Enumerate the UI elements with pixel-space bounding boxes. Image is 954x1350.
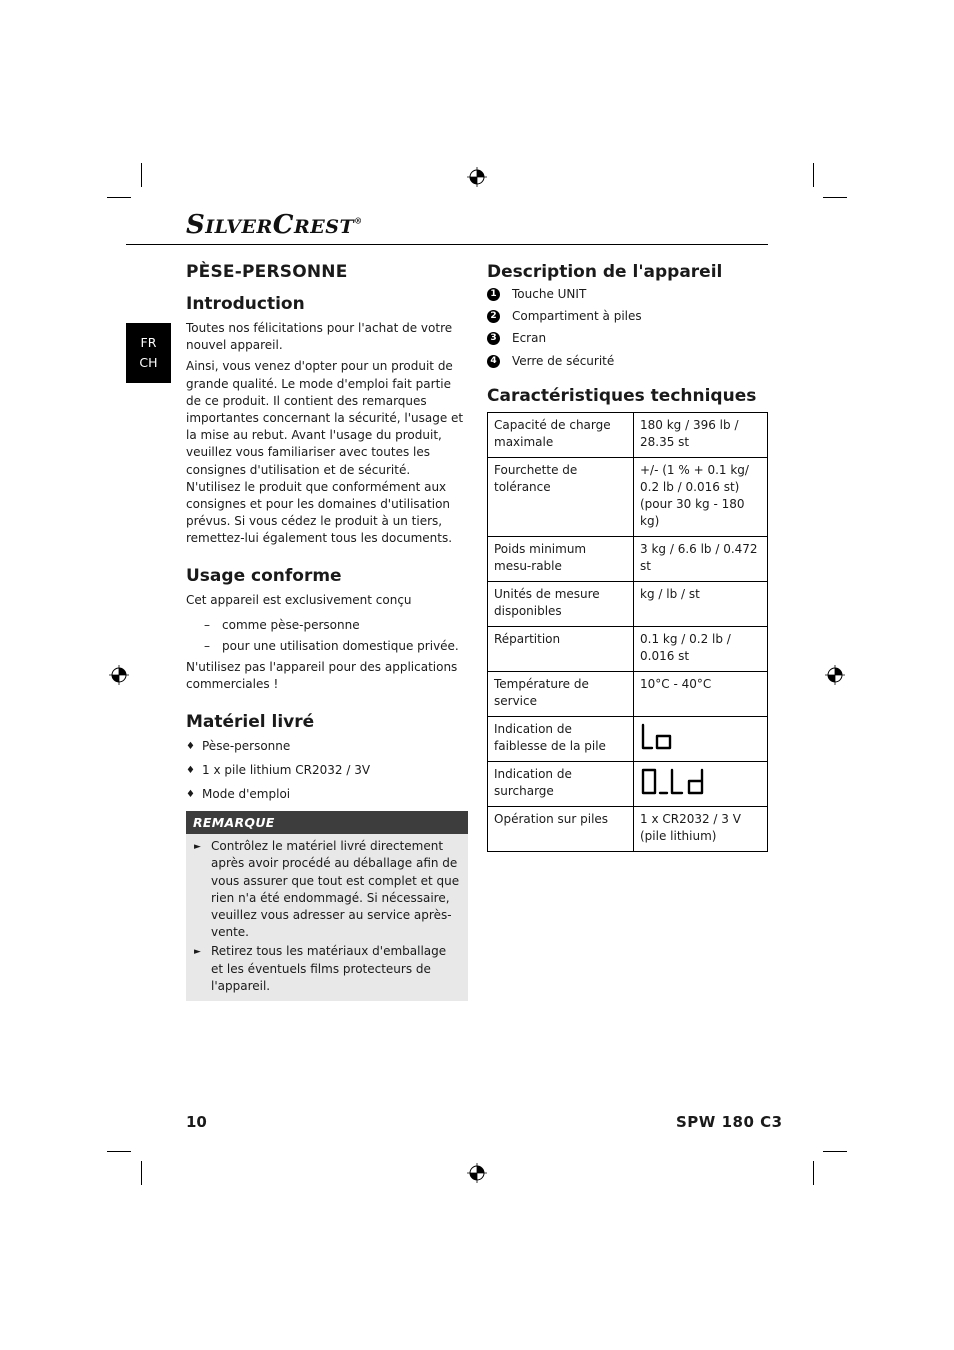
brand-logo: SILVERCREST®	[186, 210, 363, 240]
materiel-heading: Matériel livré	[186, 711, 315, 732]
list-item: ♦ 1 x pile lithium CR2032 / 3V	[186, 762, 468, 779]
left-column	[186, 262, 468, 1001]
introduction-heading: Introduction	[186, 294, 305, 314]
list-item: ♦ Pèse-personne	[186, 738, 468, 755]
note-list	[186, 834, 468, 1001]
list-item: 2 Compartiment à piles	[487, 308, 769, 325]
list-item: – pour une utilisation domestique privée.	[204, 639, 459, 654]
crop-mark	[141, 163, 142, 187]
page-title: PÈSE-PERSONNE	[186, 262, 348, 282]
table-row: Unités de mesure disponibles kg / lb / st	[488, 581, 768, 626]
usage-heading: Usage conforme	[186, 565, 342, 586]
list-item: 3 Ecran	[487, 330, 769, 347]
note-box	[186, 811, 468, 1001]
diamond-bullet-icon: ♦	[186, 740, 195, 752]
page-number: 10	[186, 1113, 207, 1131]
table-row: Poids minimum mesu-rable 3 kg / 6.6 lb / 0.472 st	[488, 536, 768, 581]
registration-mark-icon	[109, 665, 129, 685]
registration-mark-icon	[467, 167, 487, 187]
table-row: Opération sur piles 1 x CR2032 / 3 V (pile lithium)	[488, 806, 768, 851]
number-badge-icon: 1	[487, 288, 500, 301]
table-row: Indication de surcharge	[488, 761, 768, 806]
table-row: Capacité de charge maximale 180 kg / 396 lb / 28.35 st	[488, 412, 768, 457]
crop-mark	[813, 1161, 814, 1185]
header-rule	[126, 244, 768, 245]
description-heading: Description de l'appareil	[487, 262, 723, 282]
table-row: Fourchette de tolérance +/- (1 % + 0.1 kg/ 0.2 lb / 0.016 st) (pour 30 kg - 180 kg)	[488, 457, 768, 536]
list-item: 4 Verre de sécurité	[487, 353, 769, 370]
introduction-paragraph: Toutes nos félicitations pour l'achat de votre nouvel appareil.	[186, 321, 453, 353]
arrow-right-icon: ►	[194, 842, 201, 853]
list-item: ♦ Mode d'emploi	[186, 786, 468, 803]
description-list	[487, 286, 769, 370]
right-column	[487, 262, 769, 852]
registration-mark-icon	[825, 665, 845, 685]
usage-outro: N'utilisez pas l'appareil pour des applications commerciales !	[186, 660, 458, 692]
registration-mark-icon	[467, 1163, 487, 1183]
materiel-list	[186, 738, 468, 804]
list-item: – comme pèse-personne	[204, 617, 360, 632]
diamond-bullet-icon: ♦	[186, 789, 195, 801]
language-tab: FR CH	[126, 323, 171, 383]
note-heading: REMARQUE	[186, 811, 468, 834]
table-row: Température de service 10°C - 40°C	[488, 671, 768, 716]
diamond-bullet-icon: ♦	[186, 764, 195, 776]
specs-heading: Caractéristiques techniques	[487, 385, 757, 406]
crop-mark	[107, 197, 131, 198]
usage-list	[186, 617, 468, 655]
lcd-overload-icon	[640, 767, 710, 797]
crop-mark	[823, 1151, 847, 1152]
crop-mark	[107, 1151, 131, 1152]
introduction-paragraph: Ainsi, vous venez d'opter pour un produit de grande qualité. Le mode d'emploi fait partie de ce produit. Il contient des remarques importantes concernant la sécurité, l'usage et la mise au rebut. Avant l'usage du produit, veuillez vous familiariser avec toutes les consignes d'utilisation et de sécurité. N'utilisez le produit que conformément aux consignes et pour les domaines d'utilisation prévus. Si vous cédez le produit à un tiers, remettez-lui également tous les documents.	[186, 359, 464, 546]
usage-intro: Cet appareil est exclusivement conçu	[186, 592, 412, 607]
number-badge-icon: 3	[487, 332, 500, 345]
list-item: ► Retirez tous les matériaux d'emballage et les éventuels films protecteurs de l'appareil.	[194, 944, 447, 993]
model-number: SPW 180 C3	[676, 1113, 783, 1131]
list-item: 1 Touche UNIT	[487, 286, 769, 303]
crop-mark	[141, 1161, 142, 1185]
number-badge-icon: 4	[487, 355, 500, 368]
number-badge-icon: 2	[487, 310, 500, 323]
table-row: Répartition 0.1 kg / 0.2 lb / 0.016 st	[488, 626, 768, 671]
crop-mark	[813, 163, 814, 187]
specs-table	[487, 412, 768, 852]
lcd-low-battery-icon	[640, 722, 680, 752]
crop-mark	[823, 197, 847, 198]
table-row: Indication de faiblesse de la pile	[488, 716, 768, 761]
list-item: ► Contrôlez le matériel livré directement après avoir procédé au déballage afin de vous assurer que tout est complet et que rien n'a été endommagé. Si nécessaire, veuillez vous adresser au service après-vente.	[194, 839, 460, 940]
arrow-right-icon: ►	[194, 947, 201, 958]
